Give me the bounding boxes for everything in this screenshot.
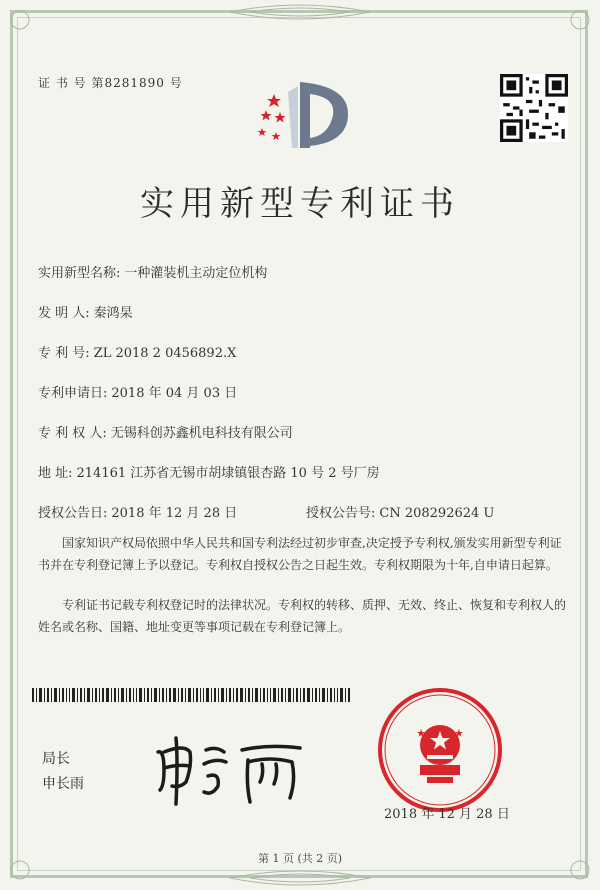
seal-date: 2018 年 12 月 28 日 bbox=[384, 807, 510, 822]
utility-model-name-label: 实用新型名称: bbox=[38, 266, 121, 281]
address-label: 地 址: bbox=[38, 466, 73, 481]
patent-number-row bbox=[38, 342, 236, 361]
patent-office-logo bbox=[252, 76, 352, 156]
official-seal bbox=[375, 685, 505, 815]
barcode bbox=[32, 688, 352, 702]
certificate-title: 实用新型专利证书 bbox=[140, 184, 460, 224]
filing-date-label: 专利申请日: bbox=[38, 386, 108, 401]
certificate-number: 证 书 号 第8281890 号 bbox=[38, 76, 183, 90]
grant-date-value: 2018 年 12 月 28 日 bbox=[111, 506, 238, 521]
grant-statement-paragraph: 国家知识产权局依照中华人民共和国专利法经过初步审查,决定授予专利权,颁发实用新型专利证书并在专利登记簿上予以登记。专利权自授权公告之日起生效。专利权期限为十年,自申请日起算。 bbox=[38, 536, 562, 572]
patent-number-value: ZL 2018 2 0456892.X bbox=[93, 346, 237, 361]
patentee-row bbox=[38, 422, 293, 441]
page-number: 第 1 页 (共 2 页) bbox=[257, 852, 343, 865]
filing-date-value: 2018 年 04 月 03 日 bbox=[111, 386, 238, 401]
address-row bbox=[38, 462, 380, 481]
inventor-row bbox=[38, 302, 133, 321]
legal-status-paragraph: 专利证书记载专利权登记时的法律状况。专利权的转移、质押、无效、终止、恢复和专利权人的姓名或名称、国籍、地址变更等事项记载在专利登记簿上。 bbox=[38, 598, 567, 634]
grant-number-label: 授权公告号: bbox=[306, 506, 376, 521]
inventor-label: 发 明 人: bbox=[38, 306, 90, 321]
utility-model-name-value: 一种灌装机主动定位机构 bbox=[124, 266, 268, 281]
qr-code bbox=[500, 74, 568, 142]
address-value: 214161 江苏省无锡市胡埭镇银杏路 10 号 2 号厂房 bbox=[76, 466, 380, 481]
grant-number-value: CN 208292624 U bbox=[379, 506, 495, 521]
grant-date-row bbox=[38, 502, 237, 521]
filing-date-row bbox=[38, 382, 237, 401]
utility-model-name-row bbox=[38, 262, 267, 281]
patentee-value: 无锡科创苏鑫机电科技有限公司 bbox=[110, 426, 293, 441]
patentee-label: 专 利 权 人: bbox=[38, 426, 107, 441]
director-title: 局长 bbox=[42, 751, 70, 767]
director-name: 申长雨 bbox=[42, 776, 84, 792]
inventor-value: 秦鸿杲 bbox=[93, 306, 133, 321]
patent-number-label: 专 利 号: bbox=[38, 346, 90, 361]
handwritten-signature bbox=[150, 730, 310, 810]
grant-number-row bbox=[306, 502, 494, 521]
grant-date-label: 授权公告日: bbox=[38, 506, 108, 521]
